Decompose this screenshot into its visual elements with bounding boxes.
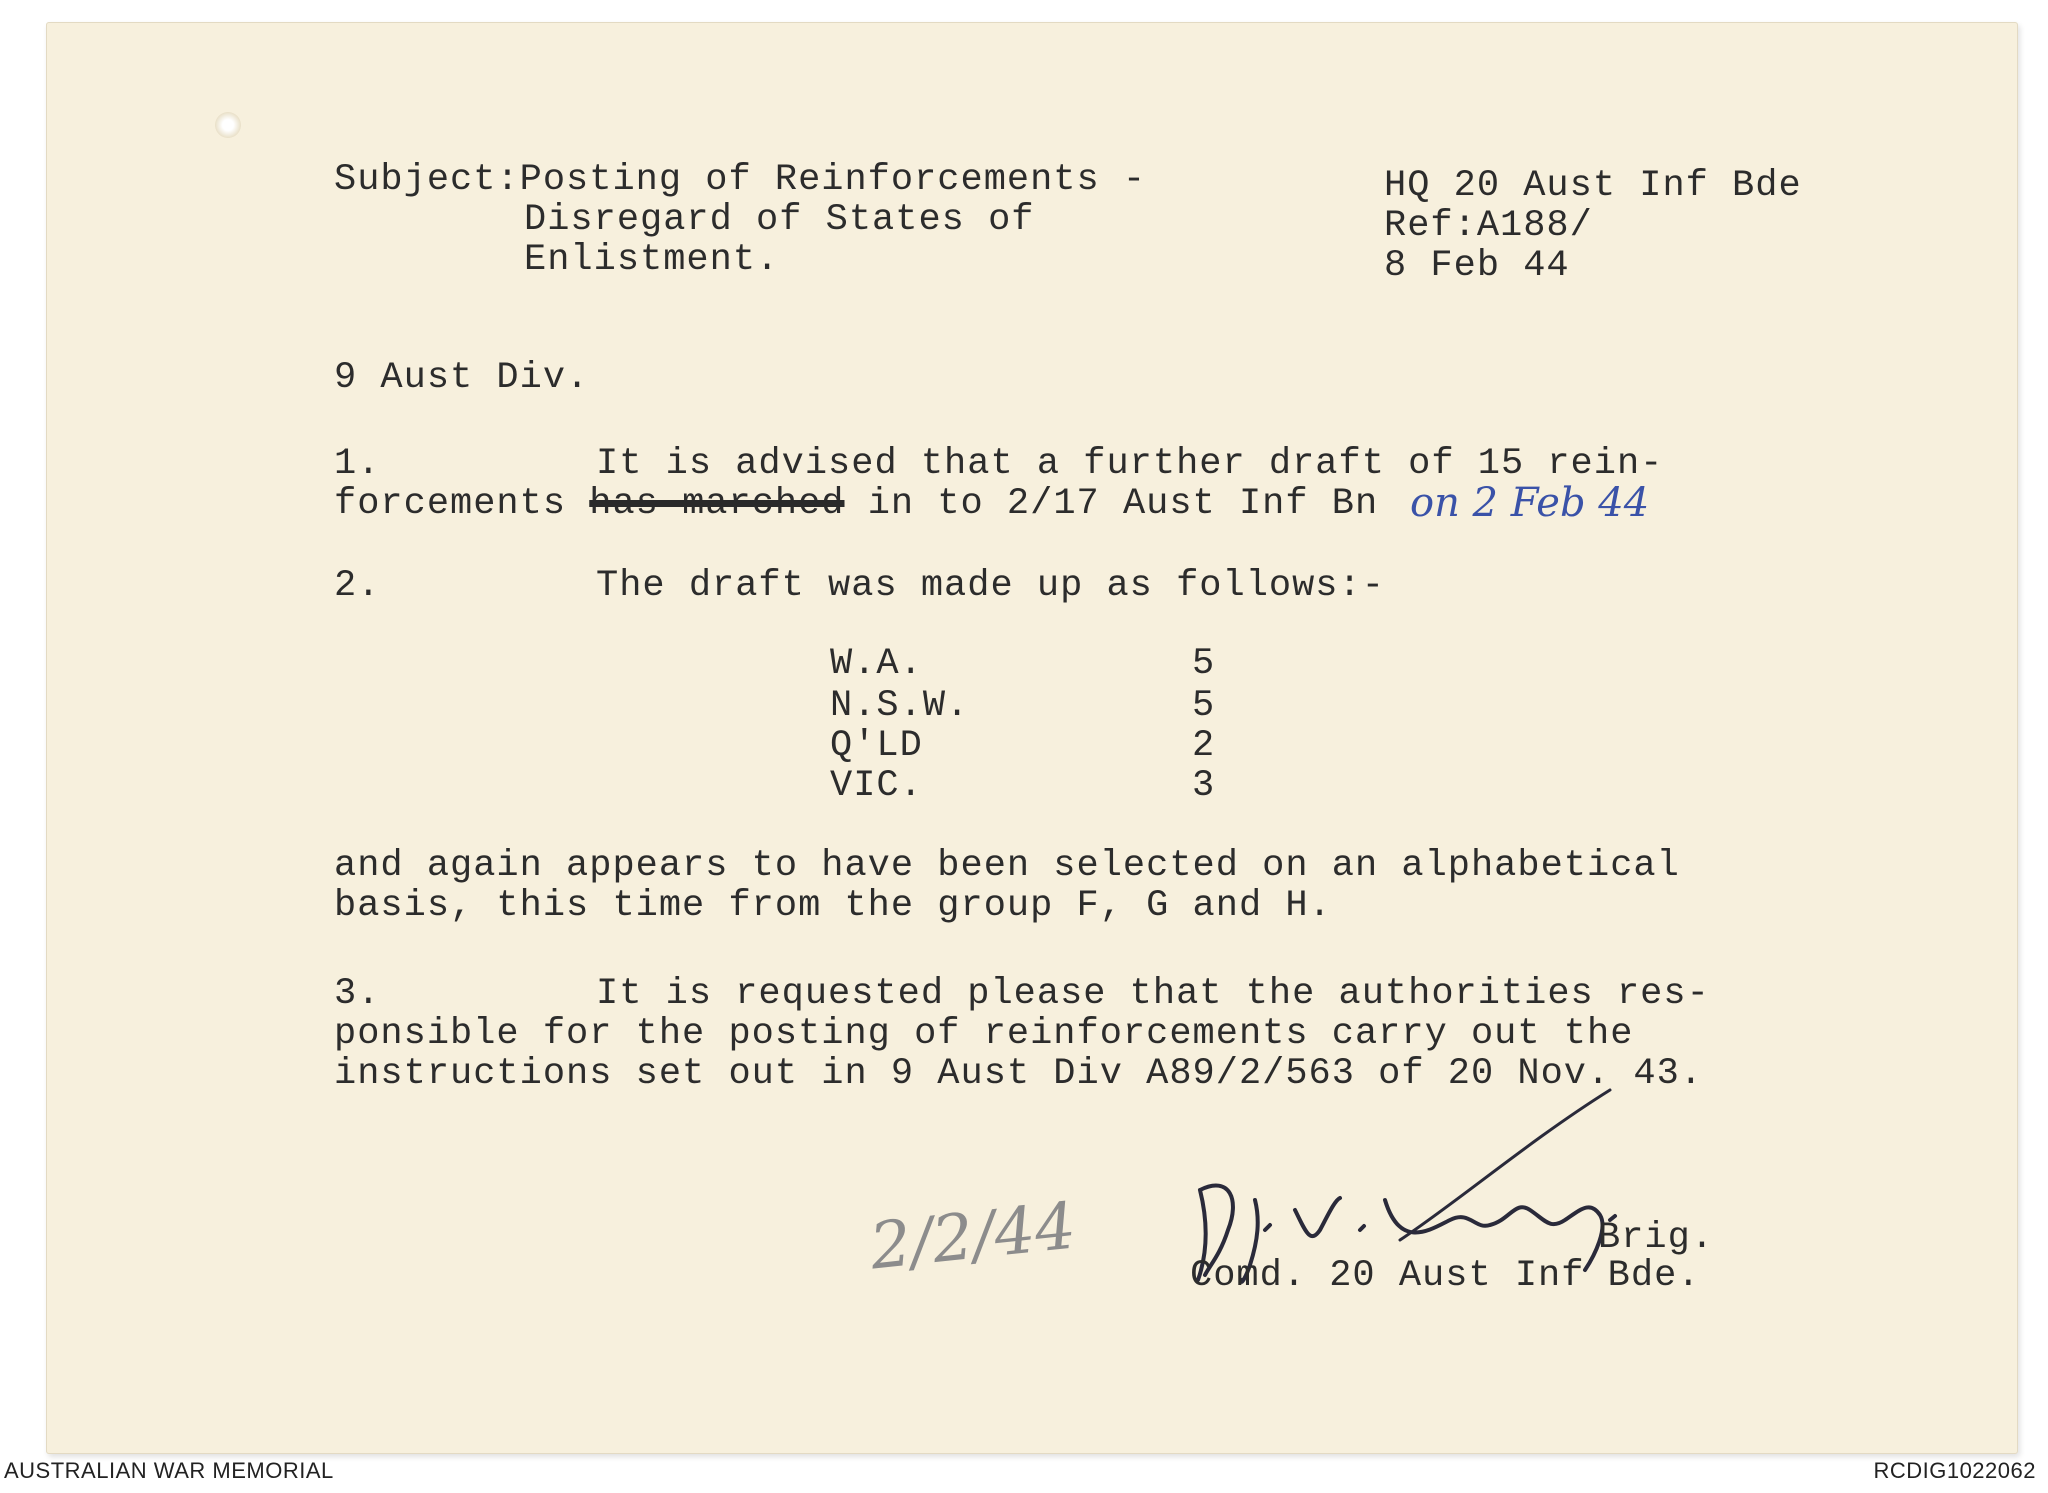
para-1-line-2-start: forcements bbox=[334, 483, 590, 525]
table-state: Q'LD bbox=[830, 725, 923, 767]
subject-line-1: Subject:Posting of Reinforcements - bbox=[334, 159, 1147, 201]
para-3-line-3: instructions set out in 9 Aust Div A89/2/563 of 20 Nov. 43. bbox=[334, 1053, 1704, 1095]
para-2-after-line-1: and again appears to have been selected on an alphabetical bbox=[334, 845, 1680, 887]
para-1-line-1: It is advised that a further draft of 15 rein- bbox=[596, 443, 1664, 485]
table-state: VIC. bbox=[830, 765, 923, 807]
document-date: 8 Feb 44 bbox=[1384, 245, 1570, 287]
reference-number: Ref:A188/ bbox=[1384, 205, 1593, 247]
para-2-after-line-2: basis, this time from the group F, G and H. bbox=[334, 885, 1332, 927]
para-2-line-1: The draft was made up as follows:- bbox=[596, 565, 1385, 607]
subject-line-3: Enlistment. bbox=[524, 239, 780, 281]
signatory-appointment: Comd. 20 Aust Inf Bde. bbox=[1190, 1255, 1701, 1297]
table-state: N.S.W. bbox=[830, 685, 970, 727]
addressee: 9 Aust Div. bbox=[334, 357, 590, 399]
table-count: 2 bbox=[1192, 725, 1216, 767]
signatory-rank: Brig. bbox=[1598, 1217, 1715, 1259]
paper-damage-mark bbox=[215, 112, 241, 138]
footer-archive-name: AUSTRALIAN WAR MEMORIAL bbox=[4, 1458, 334, 1483]
table-count: 5 bbox=[1192, 643, 1216, 685]
para-1-line-2-end: in to 2/17 Aust Inf Bn bbox=[844, 483, 1379, 525]
table-count: 3 bbox=[1192, 765, 1216, 807]
footer-catalogue-id: RCDIG1022062 bbox=[1873, 1458, 2036, 1483]
handwritten-insert: on 2 Feb 44 bbox=[1410, 480, 1650, 526]
table-count: 5 bbox=[1192, 685, 1216, 727]
struck-text: has marched bbox=[589, 483, 845, 525]
para-3-number: 3. bbox=[334, 973, 381, 1015]
para-3-line-1: It is requested please that the authorities res- bbox=[596, 973, 1710, 1015]
para-2-number: 2. bbox=[334, 565, 381, 607]
pencil-date: 2/2/44 bbox=[866, 1189, 1080, 1285]
para-1-line-2 bbox=[334, 484, 1378, 524]
para-3-line-2: ponsible for the posting of reinforcements carry out the bbox=[334, 1013, 1634, 1055]
hq-heading: HQ 20 Aust Inf Bde bbox=[1384, 165, 1802, 207]
subject-line-2: Disregard of States of bbox=[524, 199, 1035, 241]
table-state: W.A. bbox=[830, 643, 923, 685]
para-1-number: 1. bbox=[334, 443, 381, 485]
